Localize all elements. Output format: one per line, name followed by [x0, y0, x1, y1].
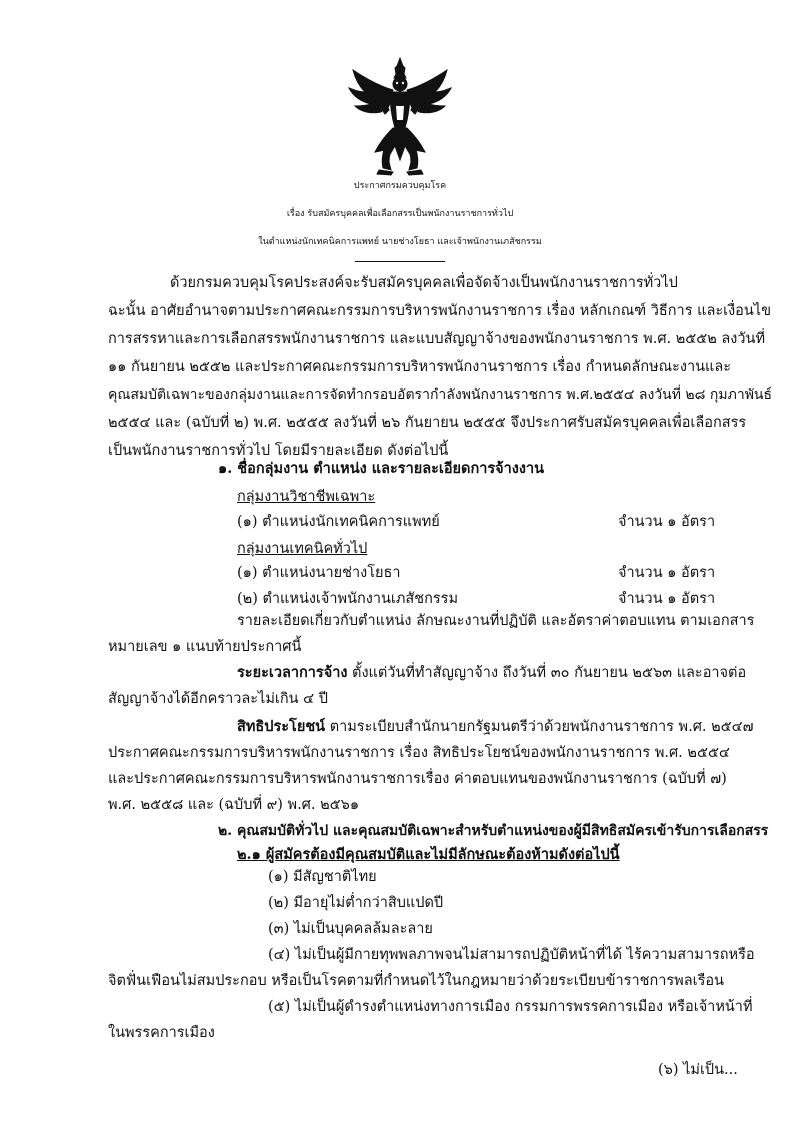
document-title: ประกาศกรมควบคุมโรค [353, 181, 447, 191]
benefits-line: พ.ศ. ๒๕๕๘ และ (ฉบับที่ ๙) พ.ศ. ๒๕๖๑ [108, 797, 360, 813]
group-name: กลุ่มงานเทคนิคทั่วไป [237, 541, 368, 557]
employment-period-label: ระยะเวลาการจ้าง [237, 664, 348, 681]
section-1-heading: ๑. ชื่อกลุ่มงาน ตำแหน่ง และรายละเอียดการจ้างงาน [218, 460, 545, 477]
qualification-item: (๔) ไม่เป็นผู้มีกายทุพพลภาพจนไม่สามารถปฏิบัติหน้าที่ได้ ไร้ความสามารถหรือ [268, 947, 755, 963]
qualification-item-line: จิตฟั่นเฟือนไม่สมประกอบ หรือเป็นโรคตามที่กำหนดไว้ในกฎหมายว่าด้วยระเบียบข้าราชการพลเรือน [108, 973, 724, 989]
intro-line: ด้วยกรมควบคุมโรคประสงค์จะรับสมัครบุคคลเพื่อจัดจ้างเป็นพนักงานราชการทั่วไป [170, 275, 678, 291]
position-quota: จำนวน ๑ อัตรา [618, 591, 716, 607]
qualification-item-line: ในพรรคการเมือง [108, 1025, 215, 1041]
intro-line: ๑๑ กันยายน ๒๕๕๒ และประกาศคณะกรรมการบริหารพนักงานราชการ เรื่อง กำหนดลักษณะงานและ [108, 359, 732, 375]
details-line: รายละเอียดเกี่ยวกับตำแหน่ง ลักษณะงานที่ปฏิบัติ และอัตราค่าตอบแทน ตามเอกสาร [237, 613, 755, 629]
garuda-emblem [345, 56, 455, 176]
position-label: (๑) ตำแหน่งนายช่างโยธา [237, 565, 401, 581]
intro-line: เป็นพนักงานราชการทั่วไป โดยมีรายละเอียด ดังต่อไปนี้ [108, 443, 449, 459]
qualification-item: (๑) มีสัญชาติไทย [268, 869, 377, 885]
employment-period-text: ตั้งแต่วันที่ทำสัญญาจ้าง ถึงวันที่ ๓๐ กันยายน ๒๕๖๓ และอาจต่อ [352, 665, 747, 681]
benefits-line: และประกาศคณะกรรมการบริหารพนักงานราชการเรื่อง ค่าตอบแทนของพนักงานราชการ (ฉบับที่ ๗) [108, 771, 727, 787]
benefits [237, 717, 754, 737]
employment-period [237, 663, 746, 683]
details-line: หมายเลข ๑ แนบท้ายประกาศนี้ [108, 639, 302, 655]
position-label: (๒) ตำแหน่งเจ้าพนักงานเภสัชกรรม [237, 591, 459, 607]
intro-line: ๒๕๕๔ และ (ฉบับที่ ๒) พ.ศ. ๒๕๕๕ ลงวันที่ ๒๖ กันยายน ๒๕๕๕ จึงประกาศรับสมัครบุคคลเพื่อเลือกสรร [108, 415, 747, 431]
continuation-marker: (๖) ไม่เป็น... [658, 1062, 738, 1078]
group-name: กลุ่มงานวิชาชีพเฉพาะ [237, 489, 376, 505]
benefits-label: สิทธิประโยชน์ [237, 718, 326, 735]
section-2-1-heading: ๒.๑ ผู้สมัครต้องมีคุณสมบัติและไม่มีลักษณะต้องห้ามดังต่อไปนี้ [237, 846, 620, 863]
intro-line: คุณสมบัติเฉพาะของกลุ่มงานและการจัดทำกรอบอัตรากำลังพนักงานราชการ พ.ศ.๒๕๕๔ ลงวันที่ ๒๘ กุมภาพันธ์ [108, 387, 773, 403]
positions-line: ในตำแหน่งนักเทคนิคการแพทย์ นายช่างโยธา และเจ้าพนักงานเภสัชกรรม [258, 237, 542, 247]
header-divider [355, 261, 445, 262]
qualification-item: (๕) ไม่เป็นผู้ดำรงตำแหน่งทางการเมือง กรรมการพรรคการเมือง หรือเจ้าหน้าที่ [268, 999, 753, 1015]
benefits-line: ประกาศคณะกรรมการบริหารพนักงานราชการ เรื่อง สิทธิประโยชน์ของพนักงานราชการ พ.ศ. ๒๕๕๔ [108, 745, 730, 761]
position-label: (๑) ตำแหน่งนักเทคนิคการแพทย์ [237, 514, 440, 530]
employment-period-line: สัญญาจ้างได้อีกคราวละไม่เกิน ๔ ปี [108, 691, 328, 707]
position-quota: จำนวน ๑ อัตรา [618, 514, 716, 530]
intro-line: ฉะนั้น อาศัยอำนาจตามประกาศคณะกรรมการบริหารพนักงานราชการ เรื่อง หลักเกณฑ์ วิธีการ และเงื่อนไข [108, 303, 771, 319]
qualification-item: (๒) มีอายุไม่ต่ำกว่าสิบแปดปี [268, 895, 444, 911]
document-subject: เรื่อง รับสมัครบุคคลเพื่อเลือกสรรเป็นพนักงานราชการทั่วไป [286, 209, 514, 219]
position-quota: จำนวน ๑ อัตรา [618, 565, 716, 581]
benefits-text: ตามระเบียบสำนักนายกรัฐมนตรีว่าด้วยพนักงานราชการ พ.ศ. ๒๕๔๗ [329, 719, 754, 735]
section-2-heading: ๒. คุณสมบัติทั่วไป และคุณสมบัติเฉพาะสำหรับตำแหน่งของผู้มีสิทธิสมัครเข้ารับการเลือกสรร [218, 823, 769, 839]
qualification-item: (๓) ไม่เป็นบุคคลล้มละลาย [268, 921, 433, 937]
intro-line: การสรรหาและการเลือกสรรพนักงานราชการ และแบบสัญญาจ้างของพนักงานราชการ พ.ศ. ๒๕๕๒ ลงวันที่ [108, 331, 766, 347]
